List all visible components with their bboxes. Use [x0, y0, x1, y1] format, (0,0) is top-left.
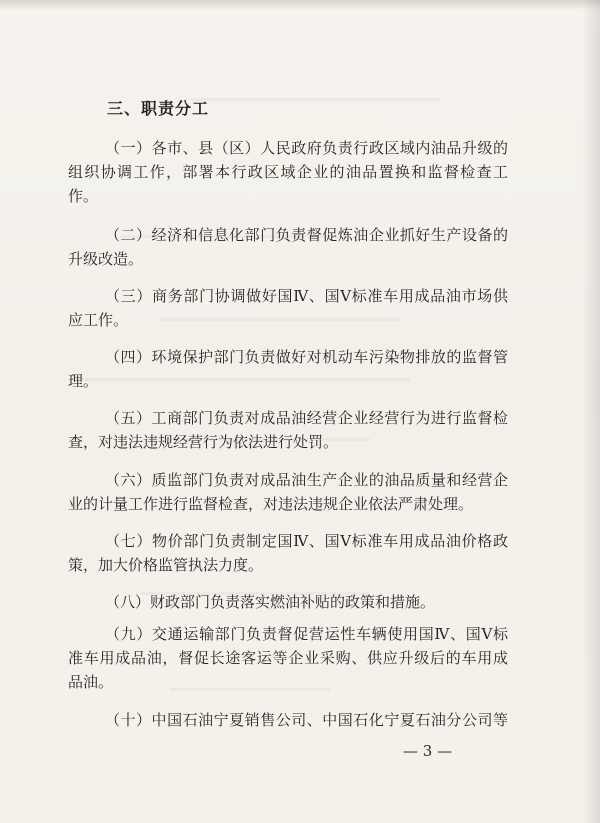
paragraph-line: 策，加大价格监管执法力度。 [68, 556, 264, 574]
page-number: — 3 — [403, 742, 453, 760]
list-item-8 [68, 590, 508, 614]
paragraph-line: （六）质监部门负责对成品油生产企业的油品质量和经营企 [105, 471, 508, 489]
paragraph-line: 理。 [68, 372, 99, 390]
list-item-5 [68, 406, 508, 454]
paragraph-line: （四）环境保护部门负责做好对机动车污染物排放的监督管 [105, 348, 508, 366]
paragraph-line: 查，对违法违规经营行为依法进行处罚。 [68, 433, 339, 451]
list-item-3 [68, 284, 508, 332]
paragraph-line: （十）中国石油宁夏销售公司、中国石化宁夏石油分公司等 [105, 711, 508, 729]
paragraph-line: （三）商务部门协调做好国Ⅳ、国Ⅴ标准车用成品油市场供 [105, 287, 508, 305]
list-item-9 [68, 622, 508, 694]
paragraph-line: （八）财政部门负责落实燃油补贴的政策和措施。 [105, 593, 436, 611]
list-item-4 [68, 345, 508, 393]
list-item-7 [68, 529, 508, 577]
section-heading: 三、职责分工 [107, 99, 210, 118]
paragraph-line: 作。 [68, 187, 99, 205]
paragraph-line: （九）交通运输部门负责督促营运性车辆使用国Ⅳ、国Ⅴ标 [105, 625, 508, 643]
list-item-1 [68, 136, 508, 208]
paragraph-line: 升级改造。 [68, 250, 144, 268]
list-item-6 [68, 468, 508, 516]
page-top-shadow [0, 0, 600, 10]
paragraph-line: 业的计量工作进行监督检查，对违法违规企业依法严肃处理。 [68, 495, 474, 513]
page-right-shadow [582, 0, 600, 823]
paragraph-line: 应工作。 [68, 311, 129, 329]
paragraph-line: 组织协调工作，部署本行政区域企业的油品置换和监督检查工 [68, 163, 508, 181]
paragraph-line: （七）物价部门负责制定国Ⅳ、国Ⅴ标准车用成品油价格政 [105, 532, 508, 550]
paragraph-line: 品油。 [68, 673, 114, 691]
list-item-2 [68, 223, 508, 271]
paragraph-line: （一）各市、县（区）人民政府负责行政区域内油品升级的 [105, 139, 508, 157]
list-item-10 [68, 708, 508, 732]
paragraph-line: （二）经济和信息化部门负责督促炼油企业抓好生产设备的 [105, 226, 508, 244]
paragraph-line: （五）工商部门负责对成品油经营企业经营行为进行监督检 [105, 409, 508, 427]
paragraph-line: 准车用成品油，督促长途客运等企业采购、供应升级后的车用成 [68, 649, 508, 667]
